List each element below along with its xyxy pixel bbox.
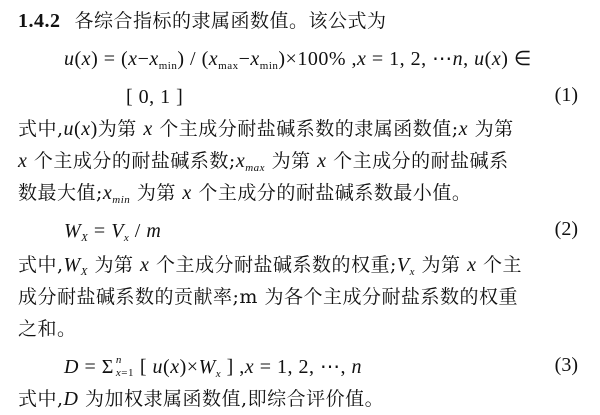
section-number: 1.4.2 [18, 10, 61, 32]
para3-line1: 式中,D 为加权隶属函数值,即综合评价值。 [18, 388, 385, 410]
equation-2-number: (2) [554, 218, 578, 240]
equation-2: $W_X = V_x / m$ [64, 220, 162, 244]
para2-line1: 式中$,W_X$ 为第 x 个主成分耐盐碱系数的权重$;V_x$ 为第 x 个主 [18, 254, 523, 278]
para1-line3: 数最大值$;x_{min}$ 为第 x 个主成分的耐盐碱系数最小值。 [18, 182, 472, 206]
equation-1: $u(x) = (x-x_{min}) / (x_{max}-x_{min})\times 100\%$ ,x = 1, 2, ⋯n, u(x) ∈ [64, 48, 532, 72]
equation-3-number: (3) [554, 354, 578, 376]
section-title: 各综合指标的隶属函数值。该公式为 [74, 10, 387, 32]
equation-3: D = Σ n x=1 [ $u(x)\times W_x$ ] ,x = 1, 2, ⋯, n [64, 354, 362, 380]
para1-line1: 式中,u(x)为第 x 个主成分耐盐碱系数的隶属函数值;x 为第 [18, 118, 514, 140]
para2-line2: 成分耐盐碱系数的贡献率;m 为各个主成分耐盐系数的权重 [18, 286, 518, 308]
para1-line2: x 个主成分的耐盐碱系数$;x_{max}$ 为第 x 个主成分的耐盐碱系 [18, 150, 509, 174]
equation-1-continued: [ 0, 1 ] [126, 86, 184, 108]
equation-1-number: (1) [554, 84, 578, 106]
section-heading [18, 8, 387, 34]
para2-line3: 之和。 [18, 318, 77, 340]
